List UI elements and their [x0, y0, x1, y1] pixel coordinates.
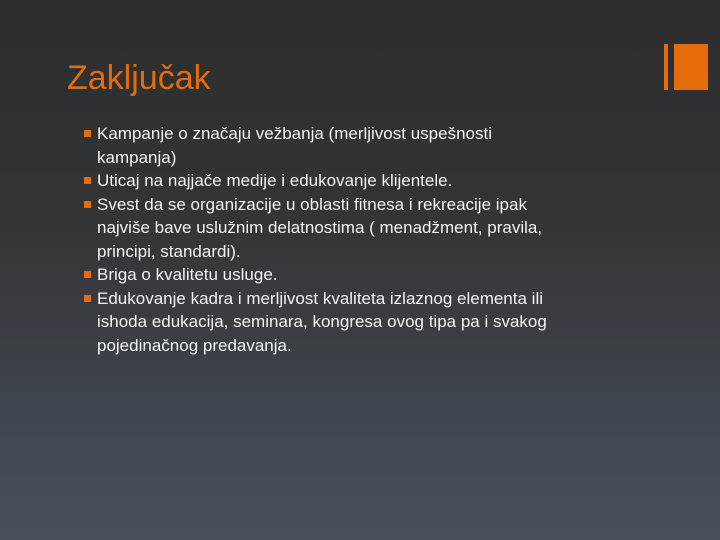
- bullet-line: najviše bave uslužnim delatnostima ( menadžment, pravila,: [97, 218, 543, 237]
- bullet-item: [84, 193, 644, 264]
- bullet-item: [84, 169, 644, 193]
- bullet-line: Uticaj na najjače medije i edukovanje klijentele.: [97, 171, 453, 190]
- bullet-item: [84, 263, 644, 287]
- bullet-line: principi, standardi).: [97, 241, 241, 261]
- bullet-line: pojedinačnog predavanja.: [97, 335, 292, 355]
- bullet-line: Kampanje o značaju vežbanja (merljivost uspešnosti: [97, 124, 492, 143]
- square-bullet-icon: [84, 130, 91, 137]
- bullet-line: Svest da se organizacije u oblasti fitnesa i rekreacije ipak: [97, 194, 527, 214]
- accent-bar-thick: [674, 44, 708, 90]
- square-bullet-icon: [84, 295, 91, 302]
- square-bullet-icon: [84, 177, 91, 184]
- bullet-item: [84, 287, 644, 358]
- bullet-list: [84, 122, 644, 357]
- square-bullet-icon: [84, 271, 91, 278]
- slide-title: Zaključak: [67, 59, 211, 97]
- square-bullet-icon: [84, 201, 91, 208]
- bullet-line: ishoda edukacija, seminara, kongresa ovog tipa pa i svakog: [97, 312, 547, 331]
- bullet-item: [84, 122, 644, 169]
- bullet-line: Briga o kvalitetu usluge.: [97, 265, 278, 284]
- bullet-line: Edukovanje kadra i merljivost kvaliteta izlaznog elementa ili: [97, 288, 543, 308]
- bullet-line: kampanja): [97, 147, 177, 167]
- accent-bar-thin: [664, 44, 668, 90]
